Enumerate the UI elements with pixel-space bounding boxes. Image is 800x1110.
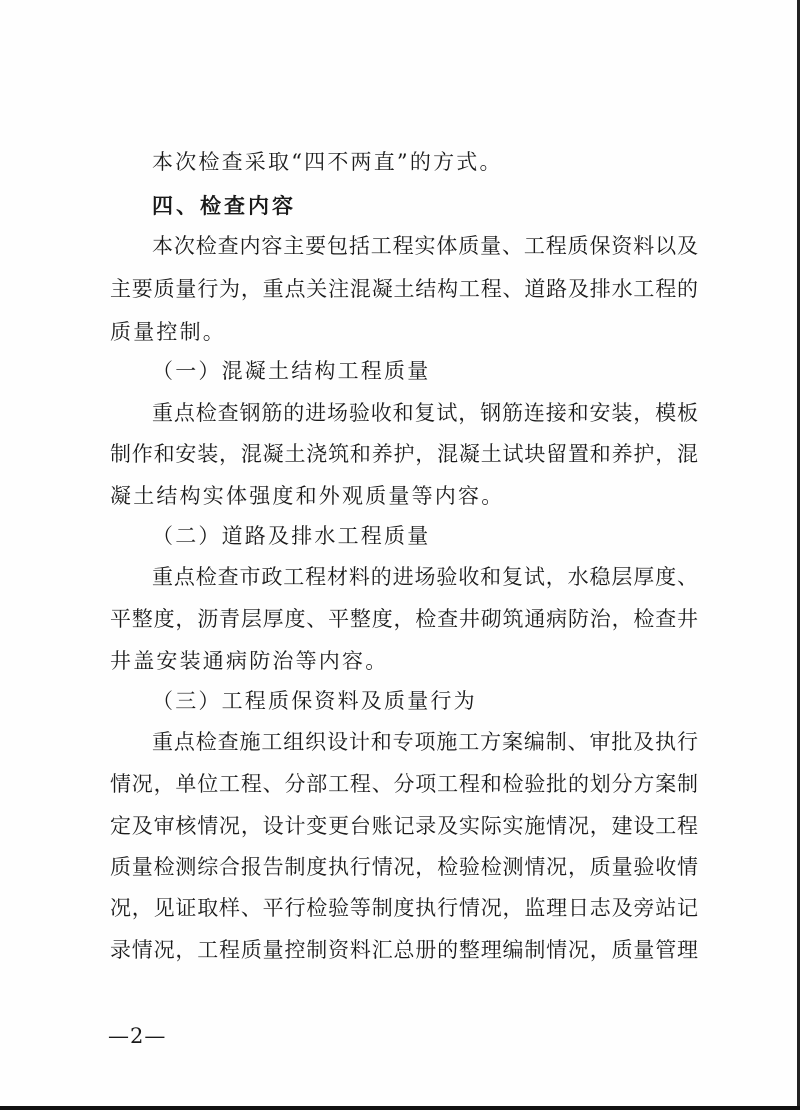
paragraph-line-8: 制作和安装，混凝土浇筑和养护，混凝土试块留置和养护，混	[110, 442, 698, 466]
paragraph-line-17: 定及审核情况，设计变更台账记录及实际实施情况，建设工程	[110, 814, 698, 838]
paragraph-line-19: 况，见证取样、平行检验等制度执行情况，监理日志及旁站记	[110, 896, 698, 920]
paragraph-line-18: 质量检测综合报告制度执行情况，检验检测情况，质量验收情	[110, 855, 698, 879]
paragraph-line-13: 井盖安装通病防治等内容。	[110, 649, 389, 673]
subsection-heading-1: （一）混凝土结构工程质量	[152, 359, 431, 383]
paragraph-line-4: 主要质量行为，重点关注混凝土结构工程、道路及排水工程的	[110, 277, 698, 301]
paragraph-line-16: 情况，单位工程、分部工程、分项工程和检验批的划分方案制	[110, 772, 698, 796]
subsection-heading-2: （二）道路及排水工程质量	[152, 524, 431, 548]
paragraph-line-3: 本次检查内容主要包括工程实体质量、工程质保资料以及	[152, 234, 698, 258]
paragraph-line-12: 平整度，沥青层厚度、平整度，检查井砌筑通病防治，检查井	[110, 607, 698, 631]
paragraph-line-5: 质量控制。	[110, 320, 226, 344]
paragraph-line-15: 重点检查施工组织设计和专项施工方案编制、审批及执行	[152, 730, 698, 754]
subsection-heading-3: （三）工程质保资料及质量行为	[152, 689, 477, 713]
paragraph-line-9: 凝土结构实体强度和外观质量等内容。	[110, 484, 505, 508]
page-number: —2—	[108, 1024, 167, 1048]
paragraph-line-20: 录情况，工程质量控制资料汇总册的整理编制情况，质量管理	[110, 938, 698, 962]
paragraph-line-1: 本次检查采取“四不两直”的方式。	[152, 150, 503, 174]
scan-edge-bottom	[0, 1106, 800, 1110]
paragraph-line-11: 重点检查市政工程材料的进场验收和复试，水稳层厚度、	[152, 565, 698, 589]
section-heading-4: 四、检查内容	[152, 194, 296, 218]
paragraph-line-7: 重点检查钢筋的进场验收和复试，钢筋连接和安装，模板	[152, 401, 698, 425]
